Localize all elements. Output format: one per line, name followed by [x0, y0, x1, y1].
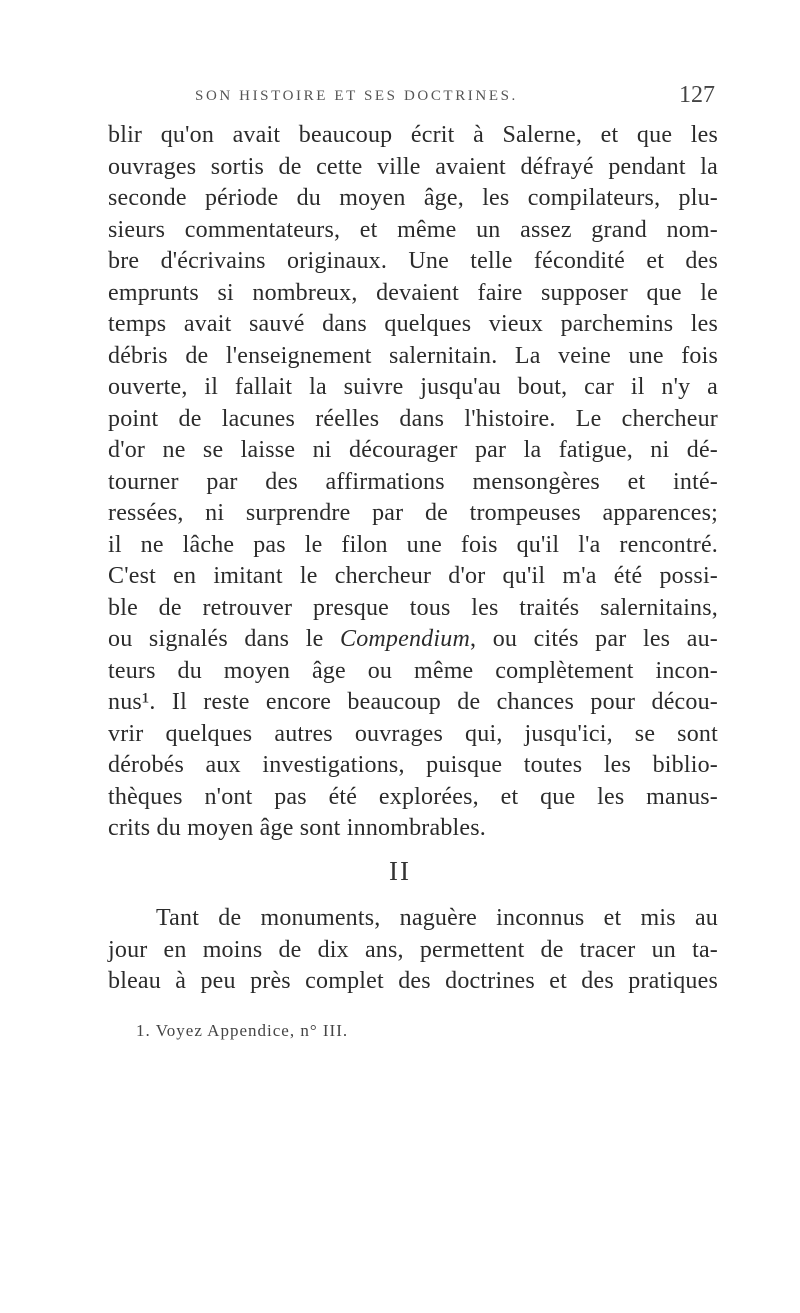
page-header: [195, 82, 715, 112]
text-line: il ne lâche pas le filon une fois qu'il l'a rencontré.: [108, 531, 718, 558]
running-head: SON HISTOIRE ET SES DOCTRINES.: [195, 88, 518, 104]
text-line: ressées, ni surprendre par de trompeuses apparences;: [108, 500, 718, 526]
text-line: seconde période du moyen âge, les compilateurs, plu-: [108, 185, 718, 211]
text-fragment: ou signalés dans le: [108, 626, 340, 652]
text-line: jour en moins de dix ans, permettent de tracer un ta-: [108, 936, 718, 963]
text-line: d'or ne se laisse ni décourager par la fatigue, ni dé-: [108, 437, 718, 463]
text-line: blir qu'on avait beaucoup écrit à Salerne, et que les: [108, 122, 718, 148]
footnote: 1. Voyez Appendice, n° III.: [136, 1021, 349, 1040]
text-line: Tant de monuments, naguère inconnus et mis au: [156, 905, 718, 931]
text-fragment: , ou cités par les au-: [469, 626, 718, 652]
text-line: thèques n'ont pas été explorées, et que les manus-: [108, 783, 718, 810]
text-line: C'est en imitant le chercheur d'or qu'il m'a été possi-: [108, 563, 718, 589]
text-line: tourner par des affirmations mensongères et inté-: [108, 468, 718, 495]
text-line: débris de l'enseignement salernitain. La veine une fois: [108, 342, 718, 369]
text-line: ouverte, il fallait la suivre jusqu'au bout, car il n'y a: [108, 374, 718, 400]
paragraph-2: [108, 903, 718, 998]
text-line: bre d'écrivains originaux. Une telle fécondité et des: [108, 248, 718, 274]
paragraph-1: [108, 120, 718, 845]
text-line: ouvrages sortis de cette ville avaient défrayé pendant la: [108, 153, 718, 180]
section-heading: II: [389, 856, 411, 886]
work-title: Compendium: [339, 626, 470, 652]
page-number: 127: [679, 82, 715, 108]
text-line: dérobés aux investigations, puisque toutes les biblio-: [108, 752, 718, 778]
text-line: ble de retrouver presque tous les traités salernitains,: [108, 594, 718, 621]
text-line-with-title: [108, 624, 718, 656]
text-line: vrir quelques autres ouvrages qui, jusqu'ici, se sont: [108, 720, 718, 747]
text-line: nus¹. Il reste encore beaucoup de chances pour décou-: [108, 689, 718, 715]
text-line: point de lacunes réelles dans l'histoire. Le chercheur: [108, 405, 718, 432]
text-line: bleau à peu près complet des doctrines et des pratiques: [108, 968, 718, 994]
text-line: temps avait sauvé dans quelques vieux parchemins les: [108, 311, 718, 337]
text-line: teurs du moyen âge ou même complètement incon-: [108, 657, 718, 684]
text-line: crits du moyen âge sont innombrables.: [108, 815, 486, 841]
text-line: emprunts si nombreux, devaient faire supposer que le: [108, 279, 718, 306]
text-line: sieurs commentateurs, et même un assez grand nom-: [108, 216, 718, 243]
